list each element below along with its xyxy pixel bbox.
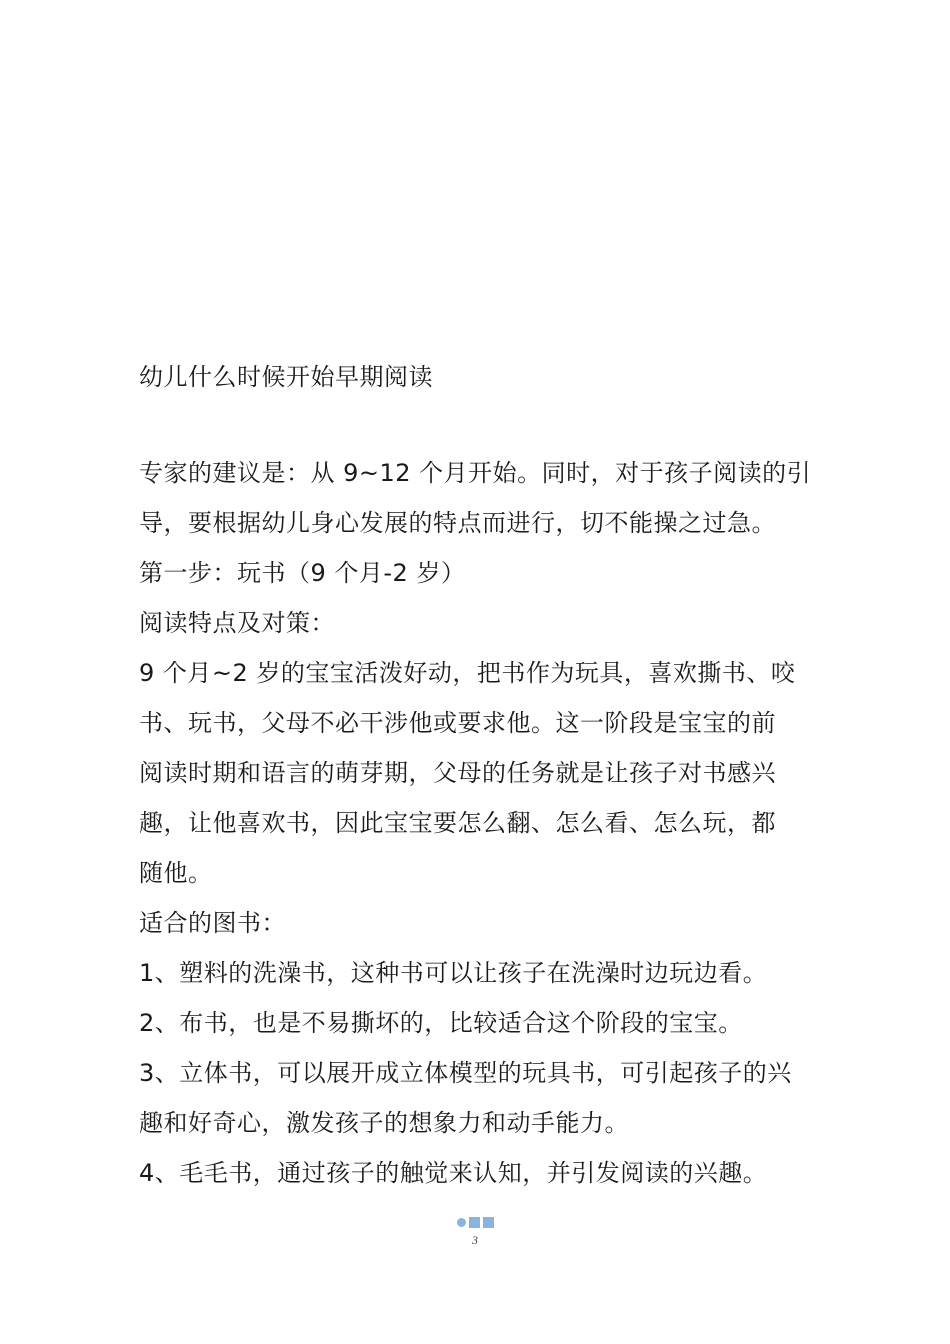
footer-dot-icon [457, 1218, 466, 1227]
step-heading: 第一步：玩书（9 个月-2 岁） [139, 559, 466, 587]
section-label: 适合的图书： [139, 909, 286, 937]
document-title: 幼儿什么时候开始早期阅读 [139, 363, 433, 391]
footer-square-icon [483, 1217, 494, 1228]
body-line: 导，要根据幼儿身心发展的特点而进行，切不能操之过急。 [139, 509, 776, 537]
body-line: 随他。 [139, 859, 213, 887]
footer-decoration-icon [457, 1215, 494, 1231]
body-line: 书、玩书，父母不必干涉他或要求他。这一阶段是宝宝的前 [139, 709, 776, 737]
list-item: 1、塑料的洗澡书，这种书可以让孩子在洗澡时边玩边看。 [139, 959, 768, 987]
body-line: 9 个月~2 岁的宝宝活泼好动，把书作为玩具，喜欢撕书、咬 [139, 659, 796, 687]
section-label: 阅读特点及对策： [139, 609, 335, 637]
page-number: 3 [472, 1233, 478, 1247]
body-line: 阅读时期和语言的萌芽期，父母的任务就是让孩子对书感兴 [139, 759, 776, 787]
document-body [139, 352, 829, 1198]
page-footer [0, 1212, 950, 1248]
footer-square-icon [469, 1217, 480, 1228]
list-item: 4、毛毛书，通过孩子的触觉来认知，并引发阅读的兴趣。 [139, 1159, 768, 1187]
list-item: 3、立体书，可以展开成立体模型的玩具书，可引起孩子的兴 [139, 1059, 792, 1087]
list-item: 2、布书，也是不易撕坏的，比较适合这个阶段的宝宝。 [139, 1009, 743, 1037]
list-item-continuation: 趣和好奇心，激发孩子的想象力和动手能力。 [139, 1109, 629, 1137]
body-line: 趣，让他喜欢书，因此宝宝要怎么翻、怎么看、怎么玩，都 [139, 809, 776, 837]
body-line: 专家的建议是：从 9~12 个月开始。同时，对于孩子阅读的引 [139, 459, 812, 487]
